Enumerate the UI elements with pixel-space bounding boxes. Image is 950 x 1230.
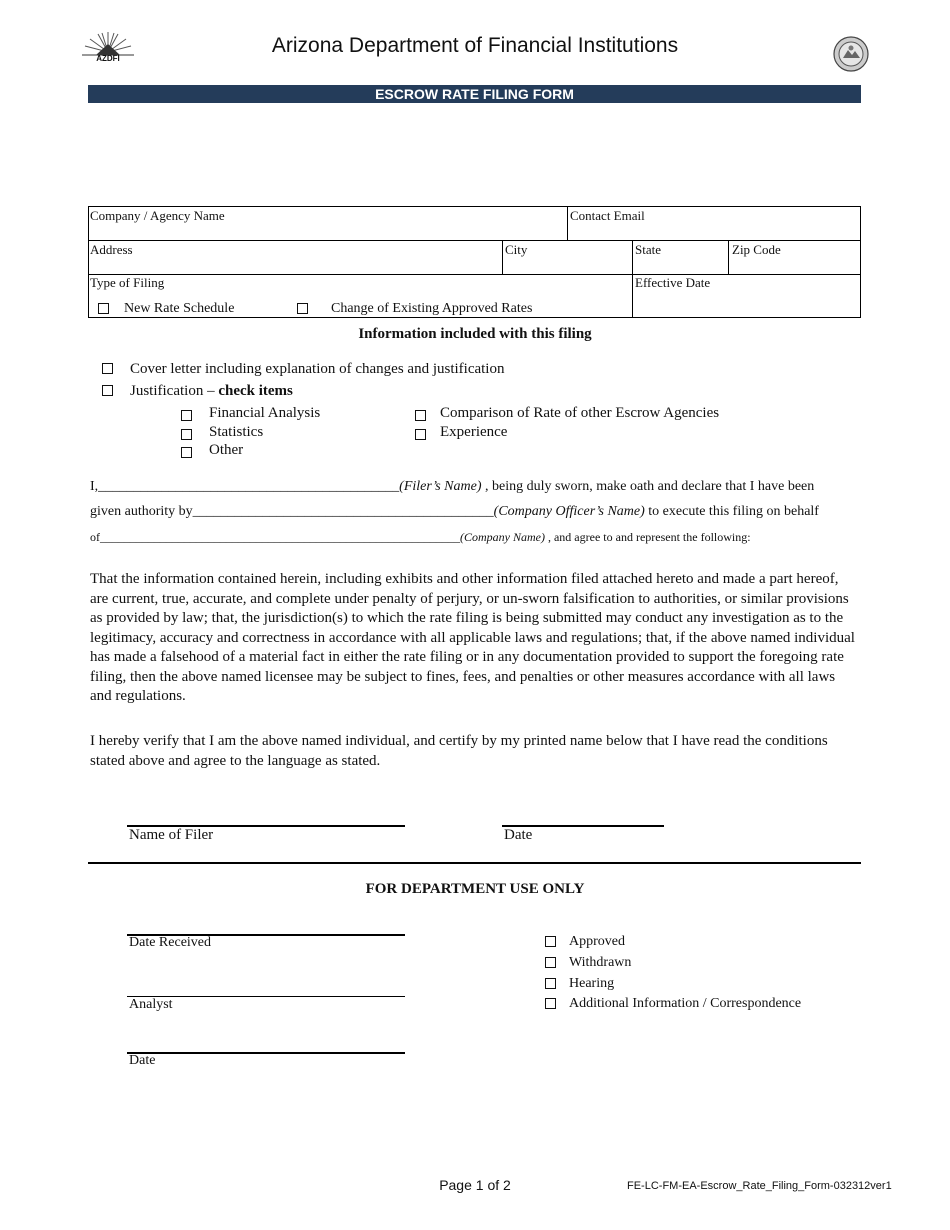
statistics-label: Statistics bbox=[209, 424, 264, 440]
financial-analysis-checkbox[interactable] bbox=[181, 410, 192, 421]
change-rates-option bbox=[297, 301, 532, 317]
address-label: Address bbox=[90, 242, 133, 257]
new-rate-schedule-option bbox=[98, 301, 234, 317]
company-name-caption: (Company Name) bbox=[460, 530, 545, 544]
arizona-seal-icon bbox=[833, 36, 869, 72]
azdfi-logo-text: AZDFI bbox=[96, 54, 120, 63]
attestation-paragraph: That the information contained herein, including exhibits and other information filed attached hereto and made a part hereof, are current, true, accurate, and complete under penalty of perjury, or un-sworn falsification to authorities, or similar provisions as provided by law; that, the jurisdiction(s) to which the rate filing is being submitted may conduct any investigation as to the legitimacy, accuracy and correctness in accordance with all applicable laws and regulations; that, if the above named individual has made a falsehood of a material fact in either the rate filing or in any documentation provided to support the foregoing rate filing, then the above named licensee may be subject to fines, fees, and penalties or other measures accordance with all laws and regulations. bbox=[90, 571, 855, 704]
signature-date-label: Date bbox=[504, 827, 533, 843]
agency-name: Arizona Department of Financial Institutions bbox=[271, 34, 679, 57]
verification-paragraph: I hereby verify that I am the above named individual, and certify by my printed name below that I have read the conditions stated above and agree to the language as stated. bbox=[90, 733, 828, 769]
approved-label: Approved bbox=[569, 934, 625, 949]
change-rates-label: Change of Existing Approved Rates bbox=[331, 301, 533, 316]
cover-letter-label: Cover letter including explanation of changes and justification bbox=[130, 361, 505, 377]
department-date-label: Date bbox=[129, 1053, 156, 1068]
city-label: City bbox=[505, 242, 528, 257]
cover-letter-checkbox[interactable] bbox=[102, 363, 113, 374]
justification-option bbox=[102, 383, 293, 400]
withdrawn-checkbox[interactable] bbox=[545, 957, 556, 968]
additional-info-label: Additional Information / Correspondence bbox=[569, 996, 802, 1011]
declaration-line-1 bbox=[90, 479, 814, 495]
department-date-line[interactable] bbox=[127, 1052, 405, 1054]
justification-checkbox[interactable] bbox=[102, 385, 113, 396]
financial-analysis-option bbox=[181, 405, 320, 422]
cover-letter-option bbox=[102, 361, 504, 378]
justification-label bbox=[130, 383, 293, 399]
form-title-banner: ESCROW RATE FILING FORM bbox=[88, 85, 861, 103]
withdrawn-option bbox=[545, 955, 631, 971]
experience-checkbox[interactable] bbox=[415, 429, 426, 440]
company-name-label: Company / Agency Name bbox=[90, 208, 225, 223]
change-rates-checkbox[interactable] bbox=[297, 303, 308, 314]
declaration-line-2 bbox=[90, 504, 819, 520]
other-checkbox[interactable] bbox=[181, 447, 192, 458]
comparison-label: Comparison of Rate of other Escrow Agencies bbox=[440, 405, 720, 421]
declaration-line-3-end: , and agree to and represent the following: bbox=[544, 530, 751, 544]
hearing-label: Hearing bbox=[569, 976, 615, 991]
address-field[interactable] bbox=[89, 241, 502, 274]
state-seal bbox=[833, 36, 869, 72]
experience-label: Experience bbox=[440, 424, 508, 440]
approved-option bbox=[545, 934, 625, 950]
hearing-checkbox[interactable] bbox=[545, 978, 556, 989]
filing-info-grid bbox=[88, 206, 861, 318]
comparison-checkbox[interactable] bbox=[415, 410, 426, 421]
comparison-option bbox=[415, 405, 719, 422]
info-section-title: Information included with this filing bbox=[358, 326, 592, 342]
new-rate-schedule-checkbox[interactable] bbox=[98, 303, 109, 314]
type-of-filing-label: Type of Filing bbox=[90, 275, 165, 290]
new-rate-schedule-label: New Rate Schedule bbox=[124, 301, 235, 316]
effective-date-field[interactable] bbox=[633, 275, 860, 317]
date-received-label: Date Received bbox=[129, 935, 212, 950]
zip-code-field[interactable] bbox=[729, 241, 860, 274]
contact-email-field[interactable] bbox=[568, 207, 860, 240]
justification-text: Justification – bbox=[130, 383, 219, 399]
withdrawn-label: Withdrawn bbox=[569, 955, 632, 970]
company-name-blank[interactable]: of____________________________________________________________ bbox=[90, 530, 460, 544]
additional-info-checkbox[interactable] bbox=[545, 998, 556, 1009]
zip-code-label: Zip Code bbox=[732, 242, 781, 257]
name-of-filer-label: Name of Filer bbox=[129, 827, 214, 843]
check-items-text: check items bbox=[218, 383, 293, 399]
statistics-checkbox[interactable] bbox=[181, 429, 192, 440]
officer-name-blank[interactable]: given authority by___________________________________________ bbox=[90, 504, 494, 519]
department-use-title: FOR DEPARTMENT USE ONLY bbox=[365, 881, 585, 897]
approved-checkbox[interactable] bbox=[545, 936, 556, 947]
officer-name-caption: (Company Officer’s Name) bbox=[493, 504, 645, 519]
filer-name-blank[interactable]: I,___________________________________________ bbox=[90, 479, 400, 494]
form-code: FE-LC-FM-EA-Escrow_Rate_Filing_Form-032312ver1 bbox=[627, 1180, 892, 1192]
page-number: Page 1 of 2 bbox=[439, 1177, 511, 1193]
other-label: Other bbox=[209, 442, 244, 458]
declaration-line-1-end: , being duly sworn, make oath and declare that I have been bbox=[481, 479, 815, 494]
other-option bbox=[181, 442, 243, 459]
filer-name-caption: (Filer’s Name) bbox=[399, 479, 482, 494]
statistics-option bbox=[181, 424, 263, 441]
state-field[interactable] bbox=[633, 241, 728, 274]
effective-date-label: Effective Date bbox=[635, 275, 711, 290]
declaration-line-3 bbox=[90, 530, 751, 545]
declaration-line-2-end: to execute this filing on behalf bbox=[644, 504, 819, 519]
contact-email-label: Contact Email bbox=[570, 208, 645, 223]
state-label: State bbox=[635, 242, 661, 257]
company-name-field[interactable] bbox=[89, 207, 567, 240]
experience-option bbox=[415, 424, 507, 441]
additional-info-option bbox=[545, 996, 801, 1012]
hearing-option bbox=[545, 976, 614, 992]
city-field[interactable] bbox=[503, 241, 632, 274]
financial-analysis-label: Financial Analysis bbox=[209, 405, 321, 421]
section-divider bbox=[88, 862, 861, 864]
analyst-label: Analyst bbox=[129, 997, 173, 1012]
